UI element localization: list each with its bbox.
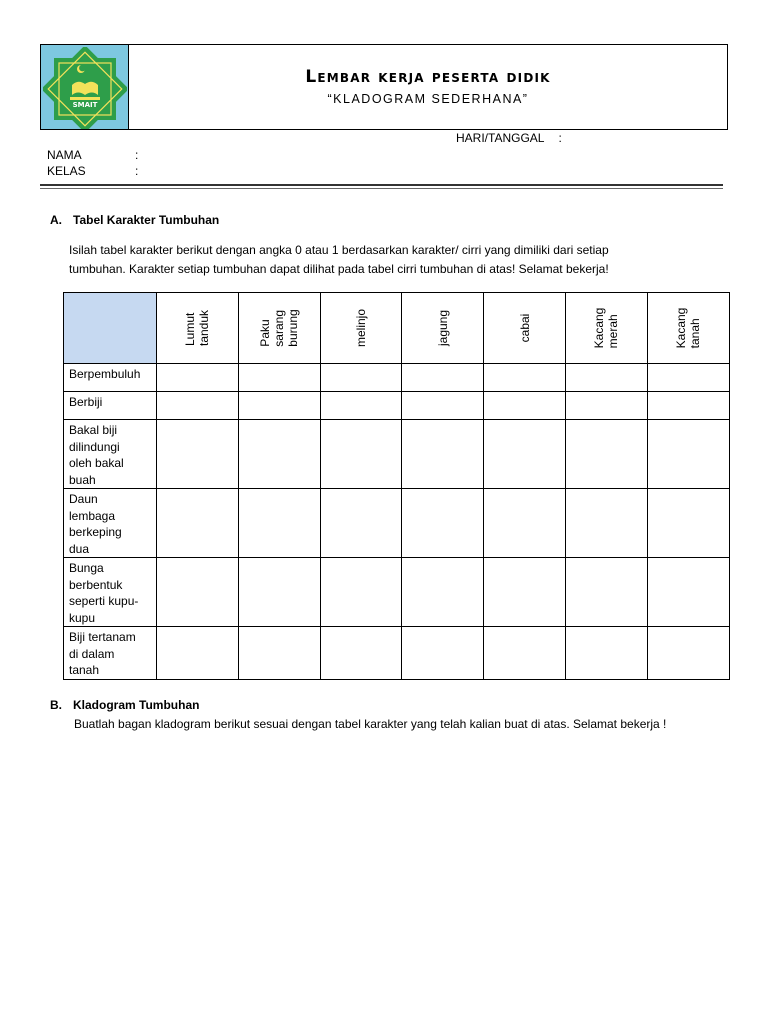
column-header	[320, 293, 402, 364]
row-label	[64, 392, 157, 420]
answer-cell[interactable]	[238, 420, 320, 489]
answer-cell[interactable]	[238, 489, 320, 558]
answer-cell[interactable]	[565, 392, 647, 420]
table-row	[64, 392, 730, 420]
column-header-text: burung	[286, 309, 301, 347]
answer-cell[interactable]	[157, 392, 239, 420]
answer-cell[interactable]	[320, 558, 402, 627]
column-header-text: Paku	[258, 319, 273, 347]
answer-cell[interactable]	[402, 392, 484, 420]
hari-tanggal-label: HARI/TANGGAL	[456, 131, 545, 145]
page-title: Lembar kerja peserta didik	[305, 67, 551, 87]
row-label-text: Biji tertanam	[69, 630, 136, 644]
answer-cell[interactable]	[647, 420, 729, 489]
header-divider-thin	[40, 188, 723, 189]
nama-label: NAMA	[47, 148, 82, 162]
column-header-text: melinjo	[353, 308, 368, 348]
row-label-text: lembaga	[69, 508, 116, 523]
answer-cell[interactable]	[402, 364, 484, 392]
table-row	[64, 489, 730, 558]
nama-field	[47, 148, 138, 162]
table-row	[64, 627, 730, 680]
table-row	[64, 364, 730, 392]
column-header-text: tanah	[688, 318, 703, 349]
answer-cell[interactable]	[157, 558, 239, 627]
instruction-line: Isilah tabel karakter berikut dengan angka 0 atau 1 berdasarkan karakter/ cirri yang dimiliki dari setiap	[69, 243, 609, 257]
answer-cell[interactable]	[647, 364, 729, 392]
nama-colon: :	[135, 148, 139, 162]
table-corner-cell	[64, 293, 157, 364]
column-header	[402, 293, 484, 364]
column-header-text: tanduk	[197, 309, 212, 347]
table-row	[64, 558, 730, 627]
answer-cell[interactable]	[238, 558, 320, 627]
answer-cell[interactable]	[402, 420, 484, 489]
answer-cell[interactable]	[647, 627, 729, 680]
answer-cell[interactable]	[157, 364, 239, 392]
answer-cell[interactable]	[320, 420, 402, 489]
answer-cell[interactable]	[238, 627, 320, 680]
row-label	[64, 558, 157, 627]
answer-cell[interactable]	[484, 392, 566, 420]
section-a-title: Tabel Karakter Tumbuhan	[73, 213, 220, 227]
answer-cell[interactable]	[484, 627, 566, 680]
row-label-text: kupu	[69, 610, 96, 625]
row-label-text: seperti kupu-	[69, 594, 139, 608]
answer-cell[interactable]	[320, 489, 402, 558]
answer-cell[interactable]	[484, 558, 566, 627]
row-label	[64, 627, 157, 680]
row-label-text: tanah	[69, 663, 100, 677]
answer-cell[interactable]	[565, 627, 647, 680]
answer-cell[interactable]	[565, 489, 647, 558]
answer-cell[interactable]	[320, 627, 402, 680]
section-b-heading	[50, 698, 199, 712]
answer-cell[interactable]	[402, 627, 484, 680]
answer-cell[interactable]	[402, 489, 484, 558]
row-label-text: dua	[69, 541, 90, 556]
column-header	[647, 293, 729, 364]
answer-cell[interactable]	[157, 489, 239, 558]
column-header	[565, 293, 647, 364]
column-header	[484, 293, 566, 364]
answer-cell[interactable]	[238, 364, 320, 392]
row-label-text: berbentuk	[69, 577, 123, 592]
answer-cell[interactable]	[647, 392, 729, 420]
character-table	[63, 292, 730, 680]
answer-cell[interactable]	[402, 558, 484, 627]
kelas-label: KELAS	[47, 164, 86, 178]
section-a-heading	[50, 213, 219, 227]
section-a-instructions	[69, 241, 609, 279]
kelas-field	[47, 164, 138, 178]
answer-cell[interactable]	[320, 392, 402, 420]
column-header-text: merah	[606, 314, 621, 349]
section-a-number: A.	[50, 213, 62, 227]
row-label-text: Bunga	[69, 561, 104, 575]
answer-cell[interactable]	[484, 420, 566, 489]
row-label-text: Daun	[69, 492, 98, 506]
hari-tanggal-colon: :	[558, 131, 562, 145]
table-row	[64, 420, 730, 489]
answer-cell[interactable]	[320, 364, 402, 392]
column-header-text: sarang	[272, 309, 287, 347]
row-label-text: berkeping	[69, 525, 122, 539]
row-label-text: buah	[69, 472, 96, 487]
answer-cell[interactable]	[157, 420, 239, 489]
column-header-text: Kacang	[674, 307, 689, 349]
answer-cell[interactable]	[238, 392, 320, 420]
answer-cell[interactable]	[565, 364, 647, 392]
column-header-text: jagung	[435, 309, 450, 347]
column-header	[157, 293, 239, 364]
row-label	[64, 364, 157, 392]
row-label	[64, 420, 157, 489]
answer-cell[interactable]	[484, 489, 566, 558]
kelas-colon: :	[135, 164, 139, 178]
row-label-text: Bakal biji	[69, 423, 118, 437]
smait-logo-icon	[43, 47, 127, 129]
instruction-line: tumbuhan. Karakter setiap tumbuhan dapat dilihat pada tabel cirri tumbuhan di atas! Selamat bekerja!	[69, 262, 609, 276]
answer-cell[interactable]	[565, 420, 647, 489]
row-label-text: dilindungi	[69, 439, 120, 454]
row-label-text: di dalam	[69, 646, 115, 661]
column-header-text: Kacang	[592, 307, 607, 349]
answer-cell[interactable]	[157, 627, 239, 680]
row-label-text: Berpembuluh	[69, 367, 141, 381]
column-header-text: Lumut	[183, 312, 198, 347]
answer-cell[interactable]	[484, 364, 566, 392]
column-header-text: cabai	[517, 313, 532, 343]
answer-cell[interactable]	[647, 489, 729, 558]
section-b-title: Kladogram Tumbuhan	[73, 698, 200, 712]
page-subtitle: “KLADOGRAM SEDERHANA”	[327, 92, 529, 106]
answer-cell[interactable]	[647, 558, 729, 627]
row-label-text: oleh bakal	[69, 456, 124, 470]
header-divider	[40, 184, 723, 186]
row-label-text: Berbiji	[69, 395, 103, 409]
section-b-number: B.	[50, 698, 62, 712]
table-header-row	[64, 293, 730, 364]
row-label	[64, 489, 157, 558]
hari-tanggal-field	[456, 131, 562, 145]
answer-cell[interactable]	[565, 558, 647, 627]
svg-text:SMAIT: SMAIT	[72, 101, 98, 109]
worksheet-header	[40, 44, 728, 130]
section-b-instruction: Buatlah bagan kladogram berikut sesuai dengan tabel karakter yang telah kalian buat di atas. Selamat bekerja !	[74, 717, 667, 731]
column-header	[238, 293, 320, 364]
school-logo	[41, 45, 129, 129]
